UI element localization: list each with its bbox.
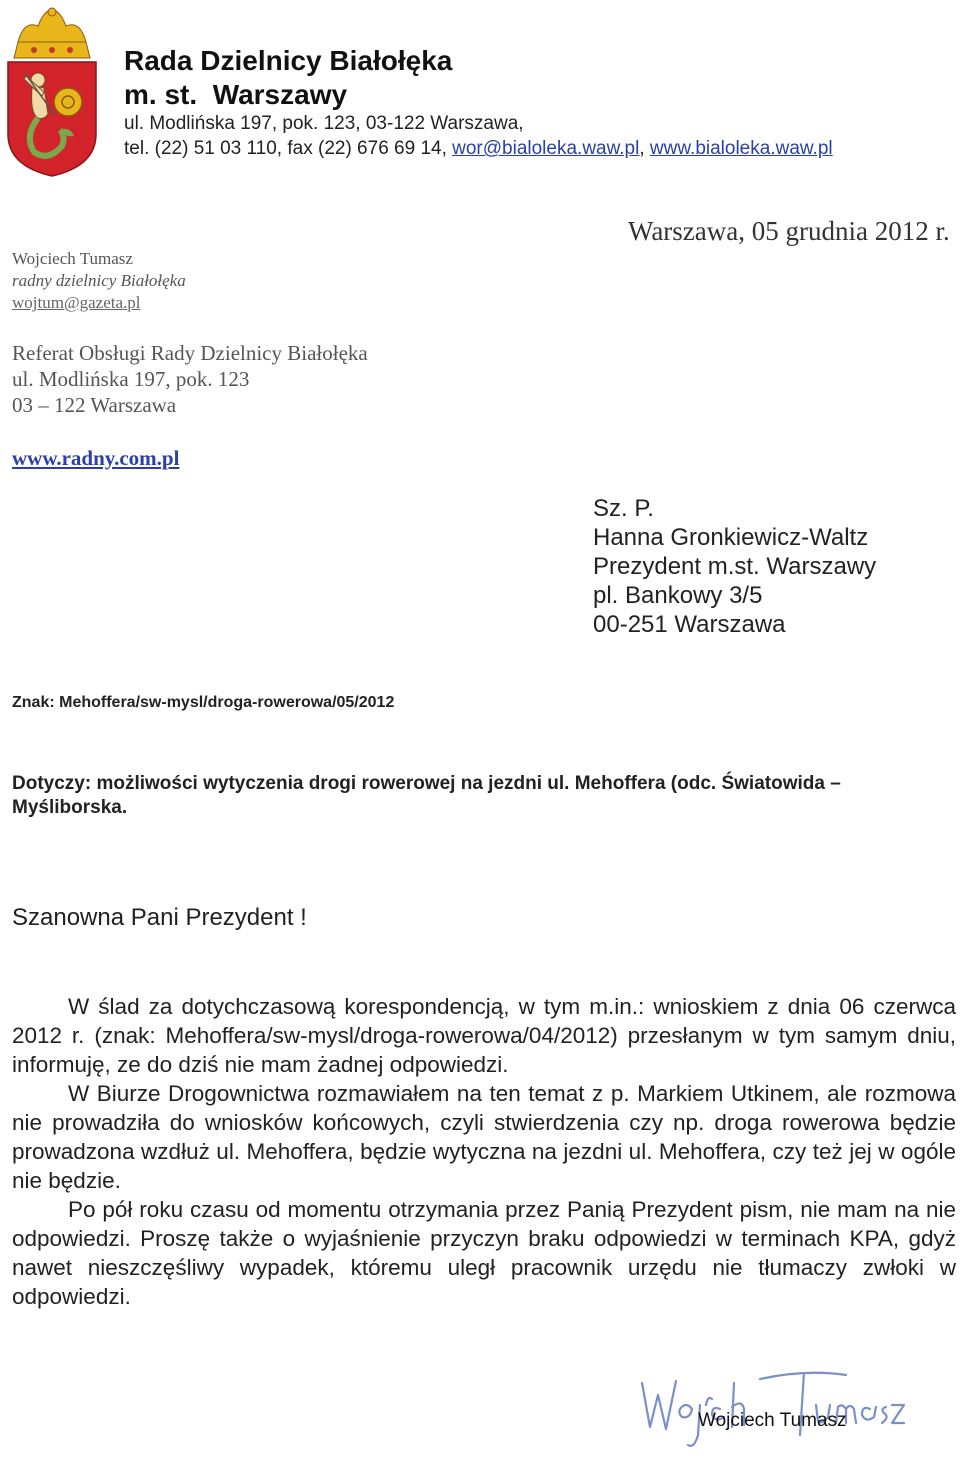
council-address-block [124, 111, 833, 161]
reference-number: Znak: Mehoffera/sw-mysl/droga-rowerowa/05/2012 [12, 694, 395, 711]
salutation: Szanowna Pani Prezydent ! [12, 904, 307, 931]
council-website-link[interactable]: www.bialoleka.waw.pl [649, 138, 833, 159]
recipient-line5: 00-251 Warszawa [593, 611, 786, 638]
body-paragraph-2: W Biurze Drogownictwa rozmawiałem na ten temat z p. Markiem Utkinem, ale rozmowa nie prowadziła do wniosków końcowych, czyli stwierdzenia czy np. droga rowerowa będzie prowadzona wzdłuż ul. Mehoffera, będzie wytyczna na jezdni ul. Mehoffera, czy też jej w ogóle nie będzie. [12, 1081, 956, 1193]
office-line2: ul. Modlińska 197, pok. 123 [12, 367, 250, 391]
warsaw-crest-icon [4, 6, 100, 178]
office-line1: Referat Obsługi Rady Dzielnicy Białołęka [12, 341, 368, 365]
separator: , [639, 138, 650, 159]
sender-email-link[interactable]: wojtum@gazeta.pl [12, 293, 141, 312]
council-address: ul. Modlińska 197, pok. 123, 03-122 Warszawa, [124, 113, 524, 134]
recipient-line1: Sz. P. [593, 495, 654, 522]
signatory-name: Wojciech Tumasz [698, 1410, 847, 1431]
council-name [124, 44, 452, 112]
sender-name: Wojciech Tumasz [12, 249, 133, 268]
letter-body [12, 992, 956, 1311]
recipient-line3: Prezydent m.st. Warszawy [593, 553, 877, 580]
letter-subject: Dotyczy: możliwości wytyczenia drogi rowerowej na jezdni ul. Mehoffera (odc. Światowida – Myśliborska. [12, 773, 841, 818]
sender-block [12, 248, 186, 314]
council-email-link[interactable]: wor@bialoleka.waw.pl [452, 138, 640, 159]
sender-role: radny dzielnicy Białołęka [12, 271, 186, 290]
recipient-line4: pl. Bankowy 3/5 [593, 582, 763, 609]
phone-fax: tel. (22) 51 03 110, fax (22) 676 69 14, [124, 138, 453, 159]
office-block [12, 340, 368, 418]
council-name-line2: m. st. Warszawy [124, 79, 348, 110]
council-contact [124, 136, 833, 161]
letter-date: Warszawa, 05 grudnia 2012 r. [628, 216, 950, 246]
recipient-block [593, 494, 876, 639]
office-line3: 03 – 122 Warszawa [12, 393, 177, 417]
recipient-line2: Hanna Gronkiewicz-Waltz [593, 524, 869, 551]
council-name-line1: Rada Dzielnicy Białołęka [124, 45, 453, 76]
body-paragraph-3: Po pół roku czasu od momentu otrzymania przez Panią Prezydent pism, nie mam na nie odpowiedzi. Proszę także o wyjaśnienie przyczyn braku odpowiedzi w terminach KPA, gdyż nawet nieszczęśliwy wypadek, któremu uległ pracownik urzędu nie tłumaczy zwłoki w odpowiedzi. [12, 1197, 956, 1309]
body-paragraph-1: W ślad za dotychczasową korespondencją, w tym m.in.: wnioskiem z dnia 06 czerwca 2012 r. (znak: Mehoffera/sw-mysl/droga-rowerowa/04/2012) przesłanym w tym samym dniu, informuję, ze do dziś nie mam żadnej odpowiedzi. [12, 994, 956, 1077]
sender-website-link[interactable]: www.radny.com.pl [12, 446, 180, 470]
